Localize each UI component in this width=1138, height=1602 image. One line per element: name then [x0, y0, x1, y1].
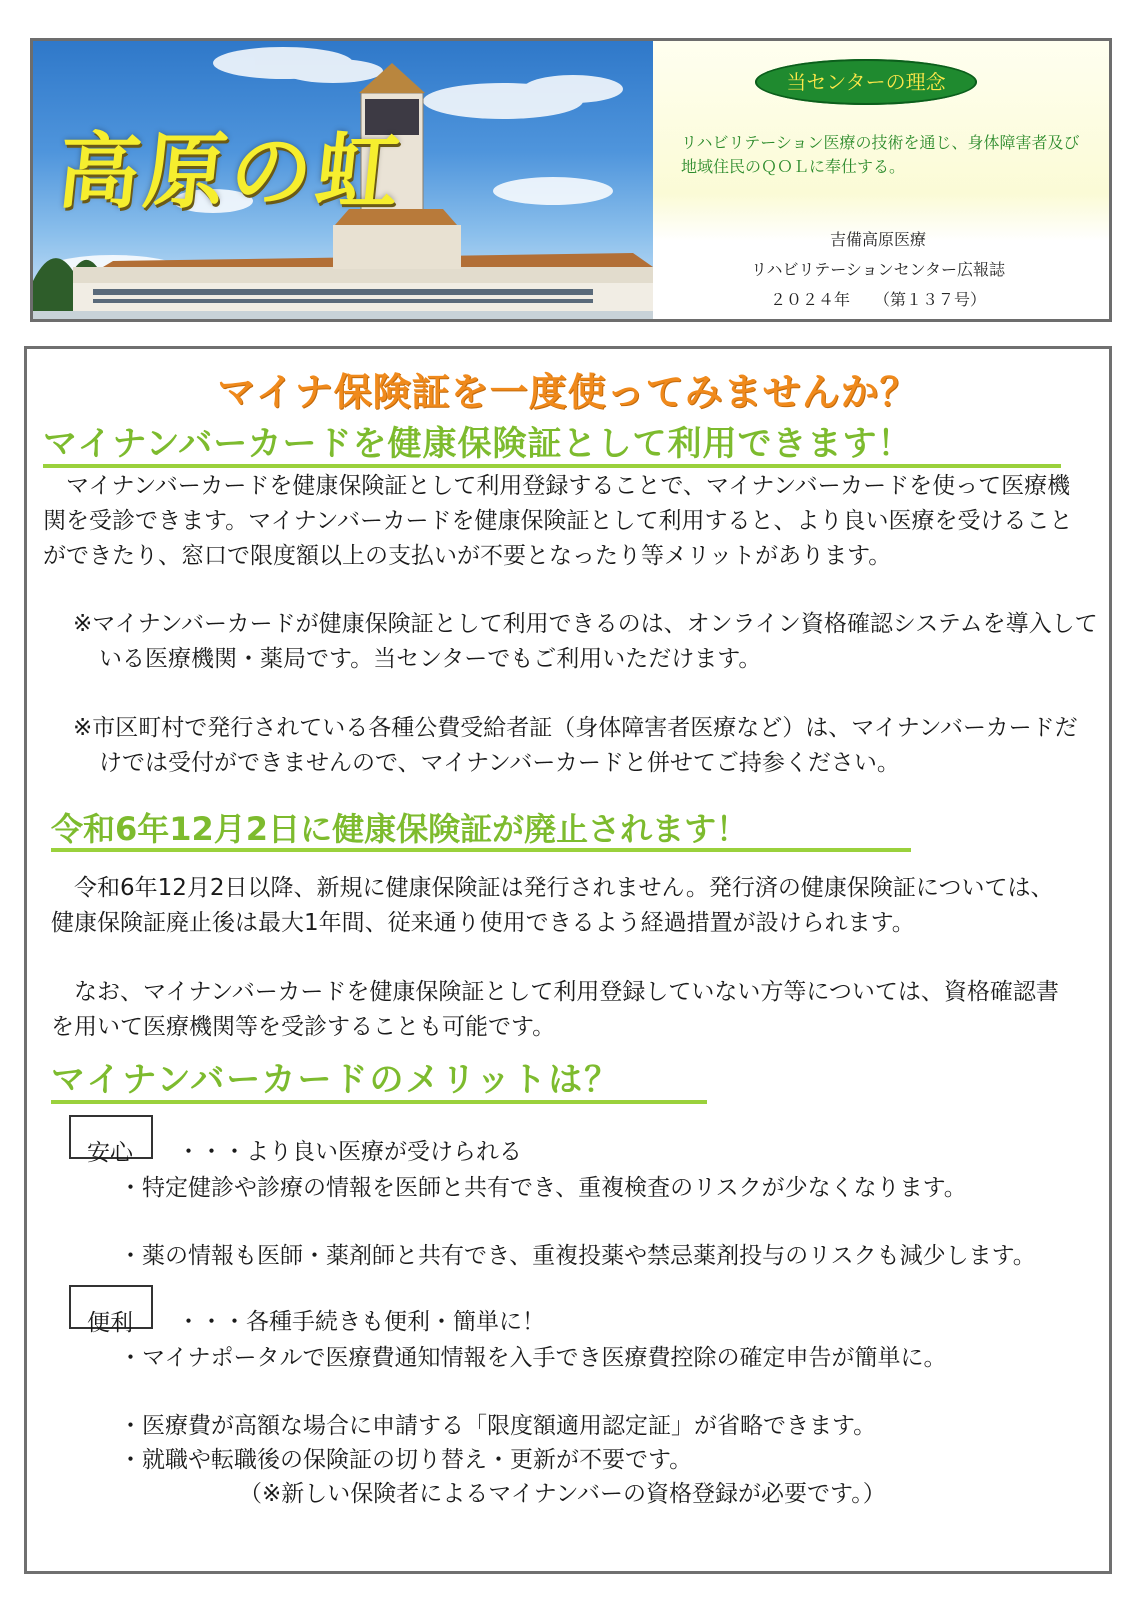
article-box: [24, 346, 1112, 1574]
benri-summary: ・・・各種手続きも便利・簡単に！: [177, 1309, 545, 1335]
section-usage-note-1: ※マイナンバーカードが健康保険証として利用できるのは、オンライン資格確認システムを導入している医療機関・薬局です。当センターでもご利用いただけます。: [73, 611, 1098, 672]
org-line-1: 吉備高原医療: [829, 230, 926, 249]
philosophy-text: リハビリテーション医療の技術を通じ、身体障害者及び地域住民のＱＯＬに奉仕する。: [681, 133, 1080, 176]
section-heading-usage: マイナンバーカードを健康保険証として利用できます！: [43, 425, 1061, 468]
benri-bullet-3: ・就職や転職後の保険証の切り替え・更新が不要です。: [119, 1447, 693, 1473]
benri-note: （※新しい保険者によるマイナンバーの資格登録が必要です。）: [239, 1481, 886, 1507]
philosophy-badge: 当センターの理念: [755, 59, 977, 105]
anshin-bullet-2: ・薬の情報も医師・薬剤師と共有でき、重複投薬や禁忌薬剤投与のリスクも減少します。: [119, 1243, 1036, 1269]
anshin-bullet-1: ・特定健診や診療の情報を医師と共有でき、重複検査のリスクが少なくなります。: [119, 1175, 967, 1201]
header-photo: [33, 41, 653, 319]
section-abolition-paragraph-1: 令和6年12月2日以降、新規に健康保険証は発行されません。発行済の健康保険証については、健康保険証廃止後は最大1年間、従来通り使用できるよう経過措置が設けられます。: [51, 875, 1054, 936]
anshin-summary: ・・・より良い医療が受けられる: [177, 1139, 522, 1165]
benri-bullet-1: ・マイナポータルで医療費通知情報を入手でき医療費控除の確定申告が簡単に。: [119, 1345, 947, 1371]
section-usage-paragraph: マイナンバーカードを健康保険証として利用登録することで、マイナンバーカードを使って医療機関を受診できます。マイナンバーカードを健康保険証として利用すると、より良い医療を受けることができたり、窓口で限度額以上の支払いが不要となったり等メリットがあります。: [43, 473, 1073, 569]
newsletter-header: [30, 38, 1112, 322]
masthead-title: 高原の虹: [53, 124, 408, 220]
article-title: マイナ保険証を一度使ってみませんか？: [217, 370, 919, 414]
organization-info: [713, 225, 1043, 315]
anshin-label: 安心: [69, 1115, 153, 1159]
section-heading-abolition: 令和6年12月2日に健康保険証が廃止されます！: [51, 811, 911, 852]
org-line-2: リハビリテーションセンター広報誌: [751, 260, 1005, 279]
benri-bullet-2: ・医療費が高額な場合に申請する「限度額適用認定証」が省略できます。: [119, 1413, 877, 1439]
issue-number: ２０２４年 （第１３７号）: [769, 290, 986, 309]
section-abolition-paragraph-2: なお、マイナンバーカードを健康保険証として利用登録していない方等については、資格確認書を用いて医療機関等を受診することも可能です。: [51, 979, 1059, 1040]
philosophy-panel: [653, 41, 1109, 319]
benri-label: 便利: [69, 1285, 153, 1329]
section-heading-merits: マイナンバーカードのメリットは？: [51, 1061, 707, 1104]
section-usage-note-2: ※市区町村で発行されている各種公費受給者証（身体障害者医療など）は、マイナンバーカードだけでは受付ができませんので、マイナンバーカードと併せてご持参ください。: [73, 715, 1078, 776]
